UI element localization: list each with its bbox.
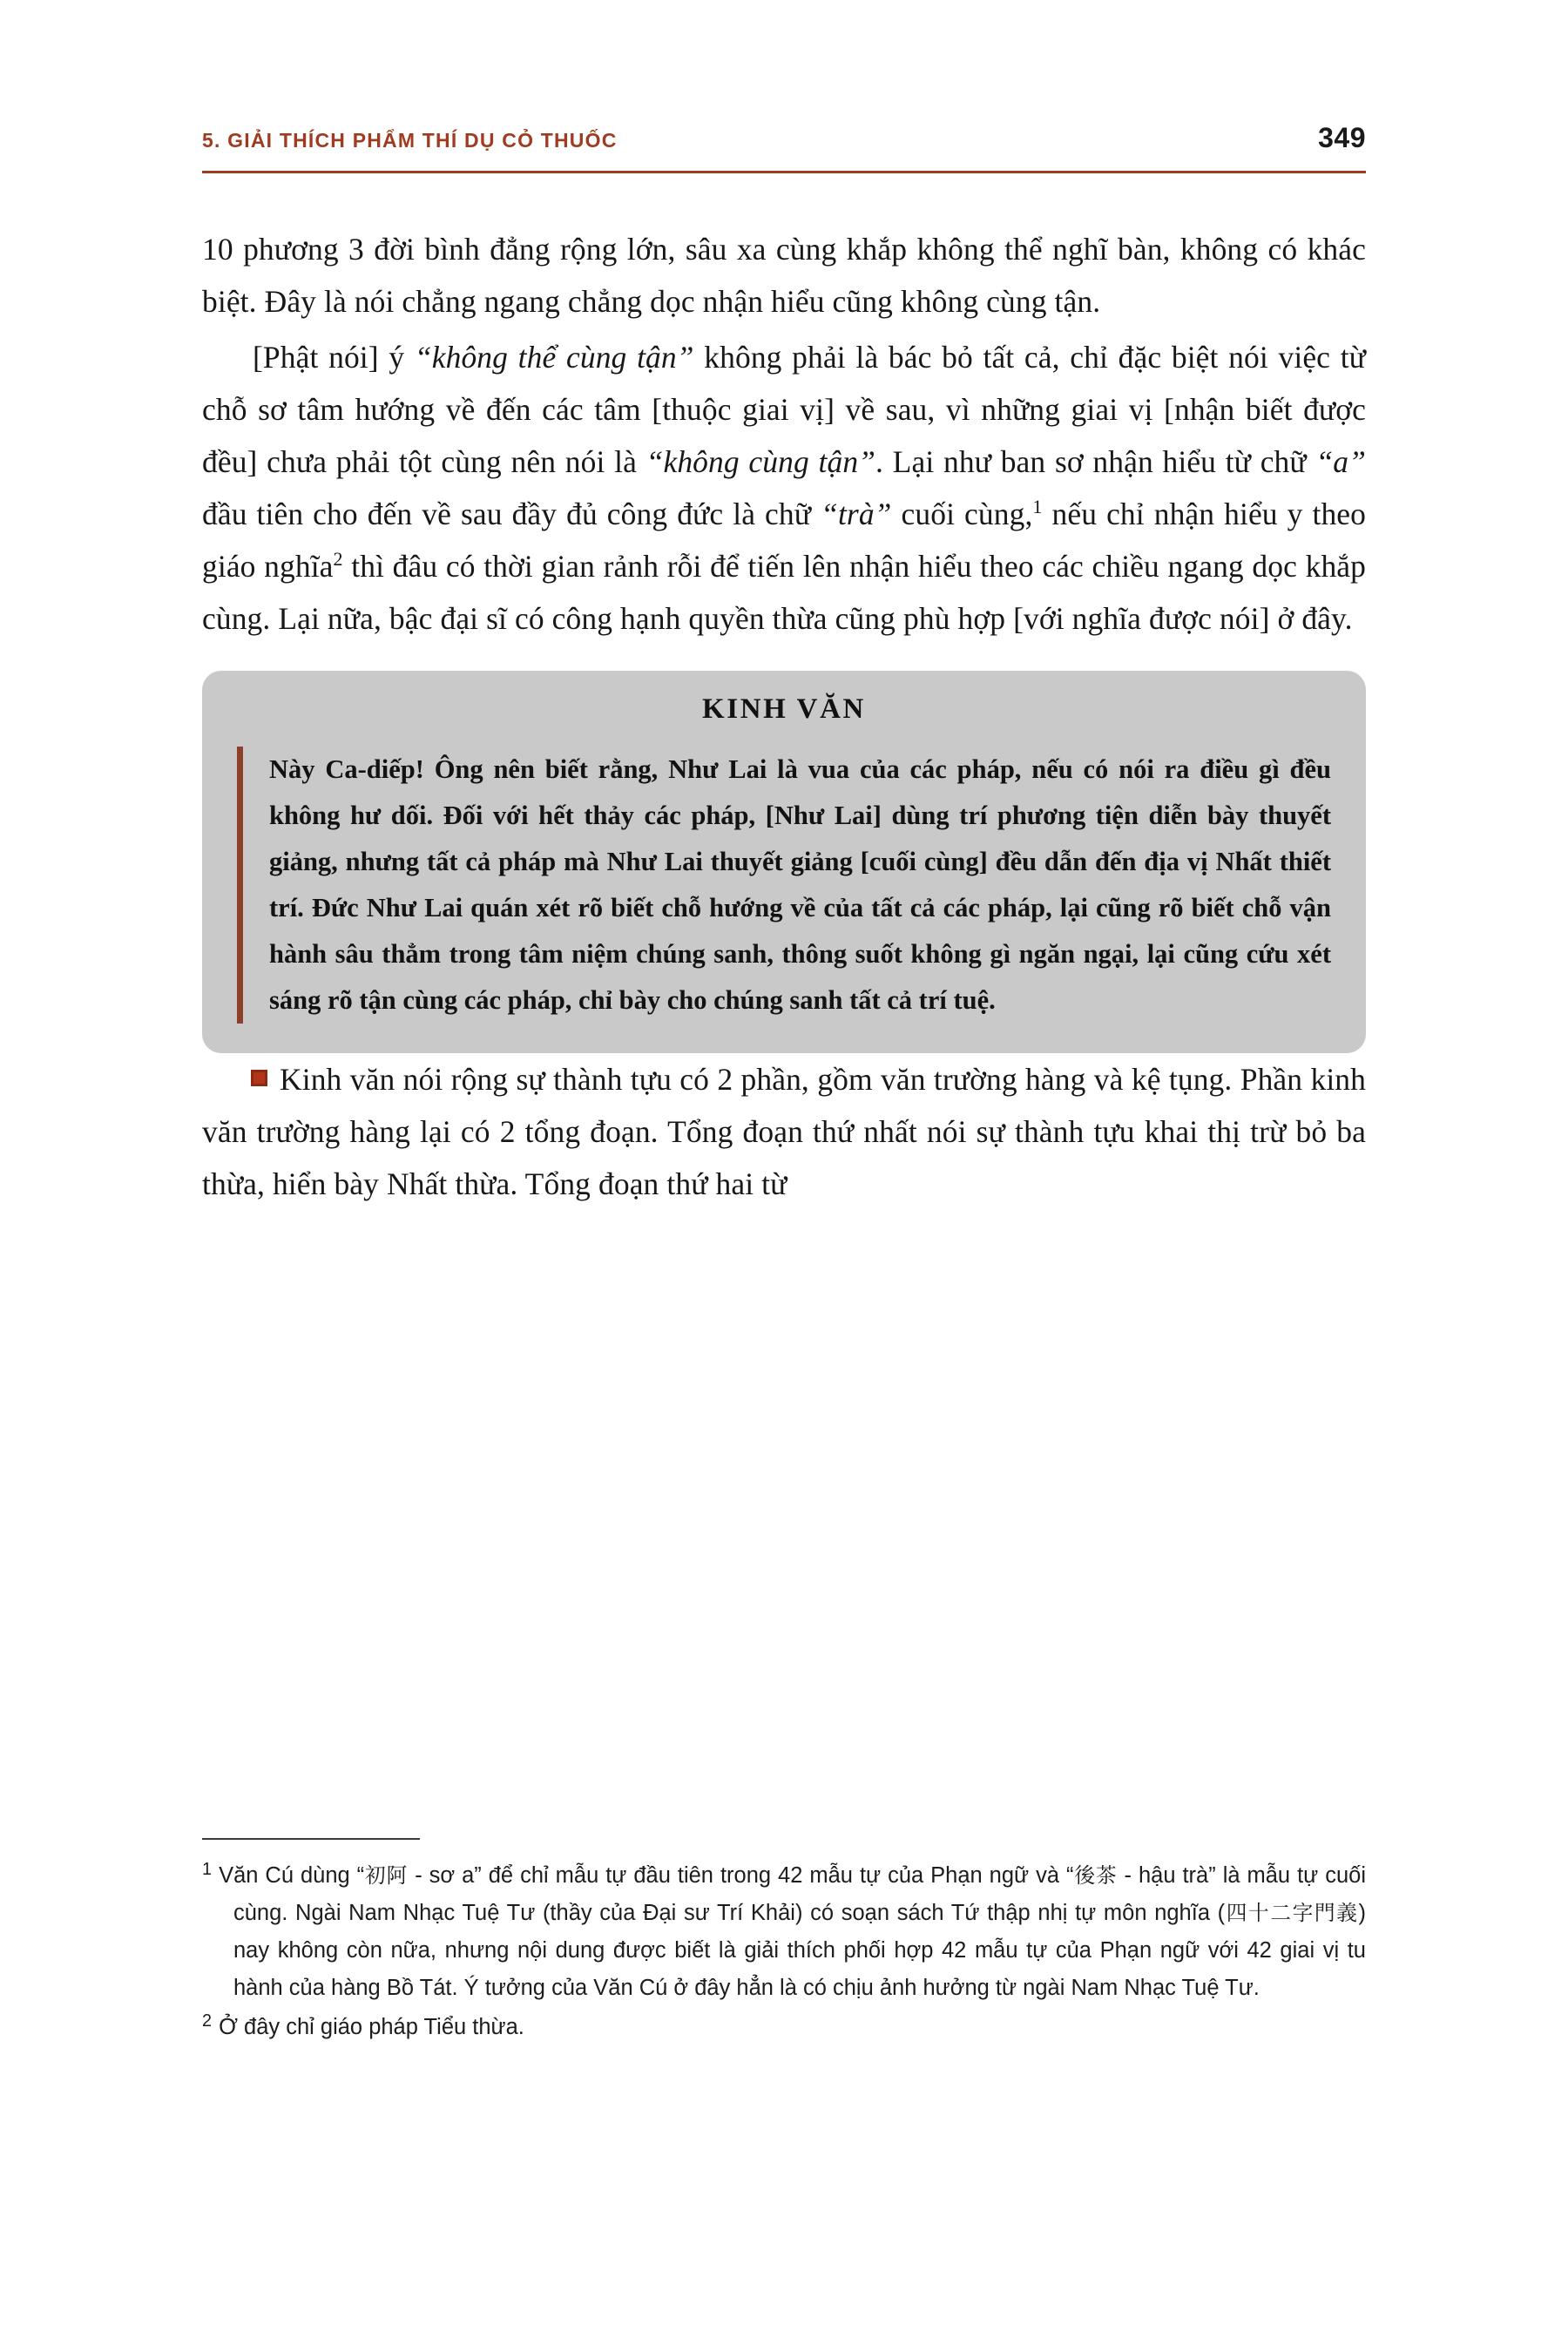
footnote-1-seg-4: ) nay không còn nữa, nhưng nội dung được biết là giải thích phối hợp 42 mẫu tự của Phạn ngữ với 42 giai vị tu hành của hàng Bồ Tát. Ý tưởng của Văn Cú ở đây hẳn là có chịu ảnh hưởng từ ngài Nam Nhạc Tuệ Tư. [233, 1901, 1366, 2000]
footnote-2-marker: 2 [202, 2011, 213, 2031]
sutra-quote-box [202, 671, 1366, 1053]
footnote-1-han-1: 初阿 [364, 1863, 409, 1888]
p2-seg-2: không phải là bác bỏ tất cả, chỉ đặc biệt nói việc từ chỗ sơ tâm hướng về đến các tâm [thuộc giai vị] về sau, vì những giai vị [nhận biết được đều] chưa phải tột cùng nên nói là [202, 340, 1367, 479]
p2-seg-7: thì đâu có thời gian rảnh rỗi để tiến lên nhận hiểu theo các chiều ngang dọc khắp cùng. Lại nữa, bậc đại sĩ có công hạnh quyền thừa cũng phù hợp [với nghĩa được nói] ở đây. [202, 549, 1366, 636]
p2-seg-3: . Lại như ban sơ nhận hiểu từ chữ [875, 444, 1316, 479]
footnote-1 [202, 1857, 1366, 2007]
p2-seg-1: [Phật nói] ý [253, 340, 415, 375]
footnote-1-marker: 1 [202, 1859, 213, 1879]
header-divider [202, 171, 1366, 173]
commentary-paragraph [202, 1053, 1366, 1210]
p2-italic-1: “không thể cùng tận” [414, 340, 694, 375]
footnotes-section [202, 1857, 1366, 2048]
footnote-1-han-2: 後茶 [1073, 1863, 1118, 1888]
running-head-title: 5. GIẢI THÍCH PHẨM THÍ DỤ CỎ THUỐC [202, 129, 618, 152]
footnote-1-seg-3: - hậu trà” là mẫu tự cuối cùng. Ngài Nam Nhạc Tuệ Tư (thầy của Đại sư Trí Khải) có soạn sách Tứ thập nhị tự môn nghĩa ( [233, 1863, 1366, 1925]
p2-seg-5: cuối cùng, [891, 497, 1033, 531]
sutra-accent-bar [237, 747, 243, 1024]
footnote-1-seg-2: - sơ a” để chỉ mẫu tự đầu tiên trong 42 mẫu tự của Phạn ngữ và “ [408, 1863, 1074, 1888]
sutra-text: Này Ca-diếp! Ông nên biết rằng, Như Lai là vua của các pháp, nếu có nói ra điều gì đều không hư dối. Đối với hết thảy các pháp, [Như Lai] dùng trí phương tiện diễn bày thuyết giảng, nhưng tất cả pháp mà Như Lai thuyết giảng [cuối cùng] đều dẫn đến địa vị Nhất thiết trí. Đức Như Lai quán xét rõ biết chỗ hướng về của tất cả các pháp, lại cũng rõ biết chỗ vận hành sâu thẳm trong tâm niệm chúng sanh, thông suốt không gì ngăn ngại, lại cũng cứu xét sáng rõ tận cùng các pháp, chỉ bày cho chúng sanh tất cả trí tuệ. [269, 754, 1331, 1015]
p2-seg-4: đầu tiên cho đến về sau đầy đủ công đức là chữ [202, 497, 821, 531]
p2-seg-6: nếu chỉ nhận hiểu y theo giáo nghĩa [202, 497, 1366, 584]
footnote-ref-2[interactable]: 2 [333, 548, 343, 571]
paragraph-2 [202, 331, 1366, 645]
footnote-1-han-3: 四十二字門義 [1225, 1901, 1359, 1925]
commentary-text: Kinh văn nói rộng sự thành tựu có 2 phần, gồm văn trường hàng và kệ tụng. Phần kinh văn trường hàng lại có 2 tổng đoạn. Tổng đoạn thứ nhất nói sự thành tựu khai thị trừ bỏ ba thừa, hiển bày Nhất thừa. Tổng đoạn thứ hai từ [202, 1062, 1366, 1201]
footnote-2 [202, 2009, 1366, 2046]
paragraph-1: 10 phương 3 đời bình đẳng rộng lớn, sâu xa cùng khắp không thể nghĩ bàn, không có khác biệt. Đây là nói chẳng ngang chẳng dọc nhận hiểu cũng không cùng tận. [202, 232, 1366, 319]
p2-italic-4: “trà” [821, 497, 892, 531]
running-header [202, 122, 1366, 162]
p2-italic-2: “không cùng tận” [645, 444, 876, 479]
footnote-1-seg-1: Văn Cú dùng “ [219, 1863, 365, 1888]
p2-italic-3: “a” [1315, 444, 1366, 479]
page-number: 349 [1318, 122, 1366, 153]
sutra-box-heading: KINH VĂN [702, 693, 866, 725]
sutra-body-wrapper [237, 747, 1331, 1024]
footnote-2-text: Ở đây chỉ giáo pháp Tiểu thừa. [219, 2015, 524, 2039]
page-content [202, 223, 1366, 1210]
square-bullet-icon [251, 1070, 267, 1086]
footnote-ref-1[interactable]: 1 [1032, 496, 1043, 518]
footnote-divider [202, 1838, 420, 1840]
